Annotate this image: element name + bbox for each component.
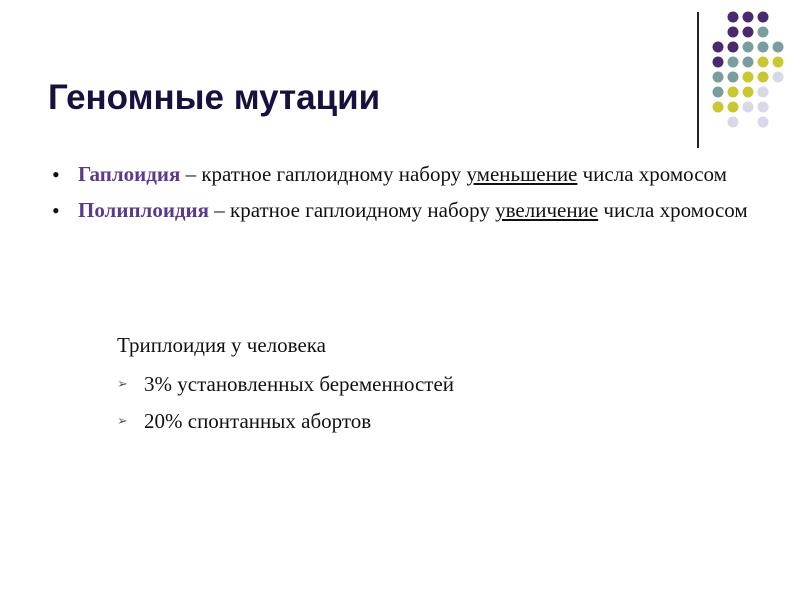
bullet-dot-icon: • [52, 162, 60, 187]
definition-text: числа хромосом [598, 198, 748, 222]
decorative-dot [743, 27, 754, 38]
subheading: Триплоидия у человека [117, 333, 326, 357]
emphasis-text: увеличение [495, 198, 599, 222]
statistic-text: 20% спонтанных абортов [144, 409, 372, 433]
decorative-dot [773, 57, 784, 68]
decorative-dot [728, 72, 739, 83]
decorative-dot [758, 87, 769, 98]
statistics-list [117, 368, 454, 442]
decorative-dot [758, 72, 769, 83]
decorative-dot [773, 42, 784, 53]
arrow-bullet-icon: ➢ [117, 414, 128, 429]
decorative-dot [728, 42, 739, 53]
decorative-dot [728, 102, 739, 113]
emphasis-text: уменьшение [466, 162, 578, 186]
decorative-dot [713, 87, 724, 98]
decorative-dot [713, 57, 724, 68]
decorative-dot [758, 57, 769, 68]
decorative-dot [758, 117, 769, 128]
decorative-dot [758, 12, 769, 23]
term-polyploidy: Полиплоидия [78, 198, 210, 222]
definition-text: числа хромосом [577, 162, 727, 186]
decorative-dot [758, 102, 769, 113]
decorative-dot [728, 87, 739, 98]
statistic-text: 3% установленных беременностей [144, 372, 455, 396]
term-haploidy: Гаплоидия [78, 162, 181, 186]
definition-text: – кратное гаплоидному набору [209, 198, 496, 222]
decorative-dot [728, 12, 739, 23]
decorative-dot [743, 42, 754, 53]
decorative-dot [728, 57, 739, 68]
bullet-dot-icon: • [52, 198, 60, 223]
decorative-dot [773, 72, 784, 83]
list-item [52, 194, 752, 227]
decorative-dot [758, 27, 769, 38]
decorative-dot [713, 102, 724, 113]
decorative-dot [743, 12, 754, 23]
decorative-dot [743, 57, 754, 68]
decorative-dot [758, 42, 769, 53]
decorative-dot [713, 72, 724, 83]
definition-list [52, 158, 752, 230]
vertical-divider [697, 12, 699, 148]
list-item [117, 368, 454, 401]
decorative-dot [728, 117, 739, 128]
decorative-dot [728, 27, 739, 38]
arrow-bullet-icon: ➢ [117, 377, 128, 392]
decorative-dot [713, 42, 724, 53]
slide-title: Геномные мутации [48, 78, 381, 117]
decorative-dot [743, 102, 754, 113]
definition-text: – кратное гаплоидному набору [180, 162, 467, 186]
list-item [117, 405, 454, 438]
decorative-dot [743, 87, 754, 98]
decorative-dot [743, 72, 754, 83]
list-item [52, 158, 752, 191]
